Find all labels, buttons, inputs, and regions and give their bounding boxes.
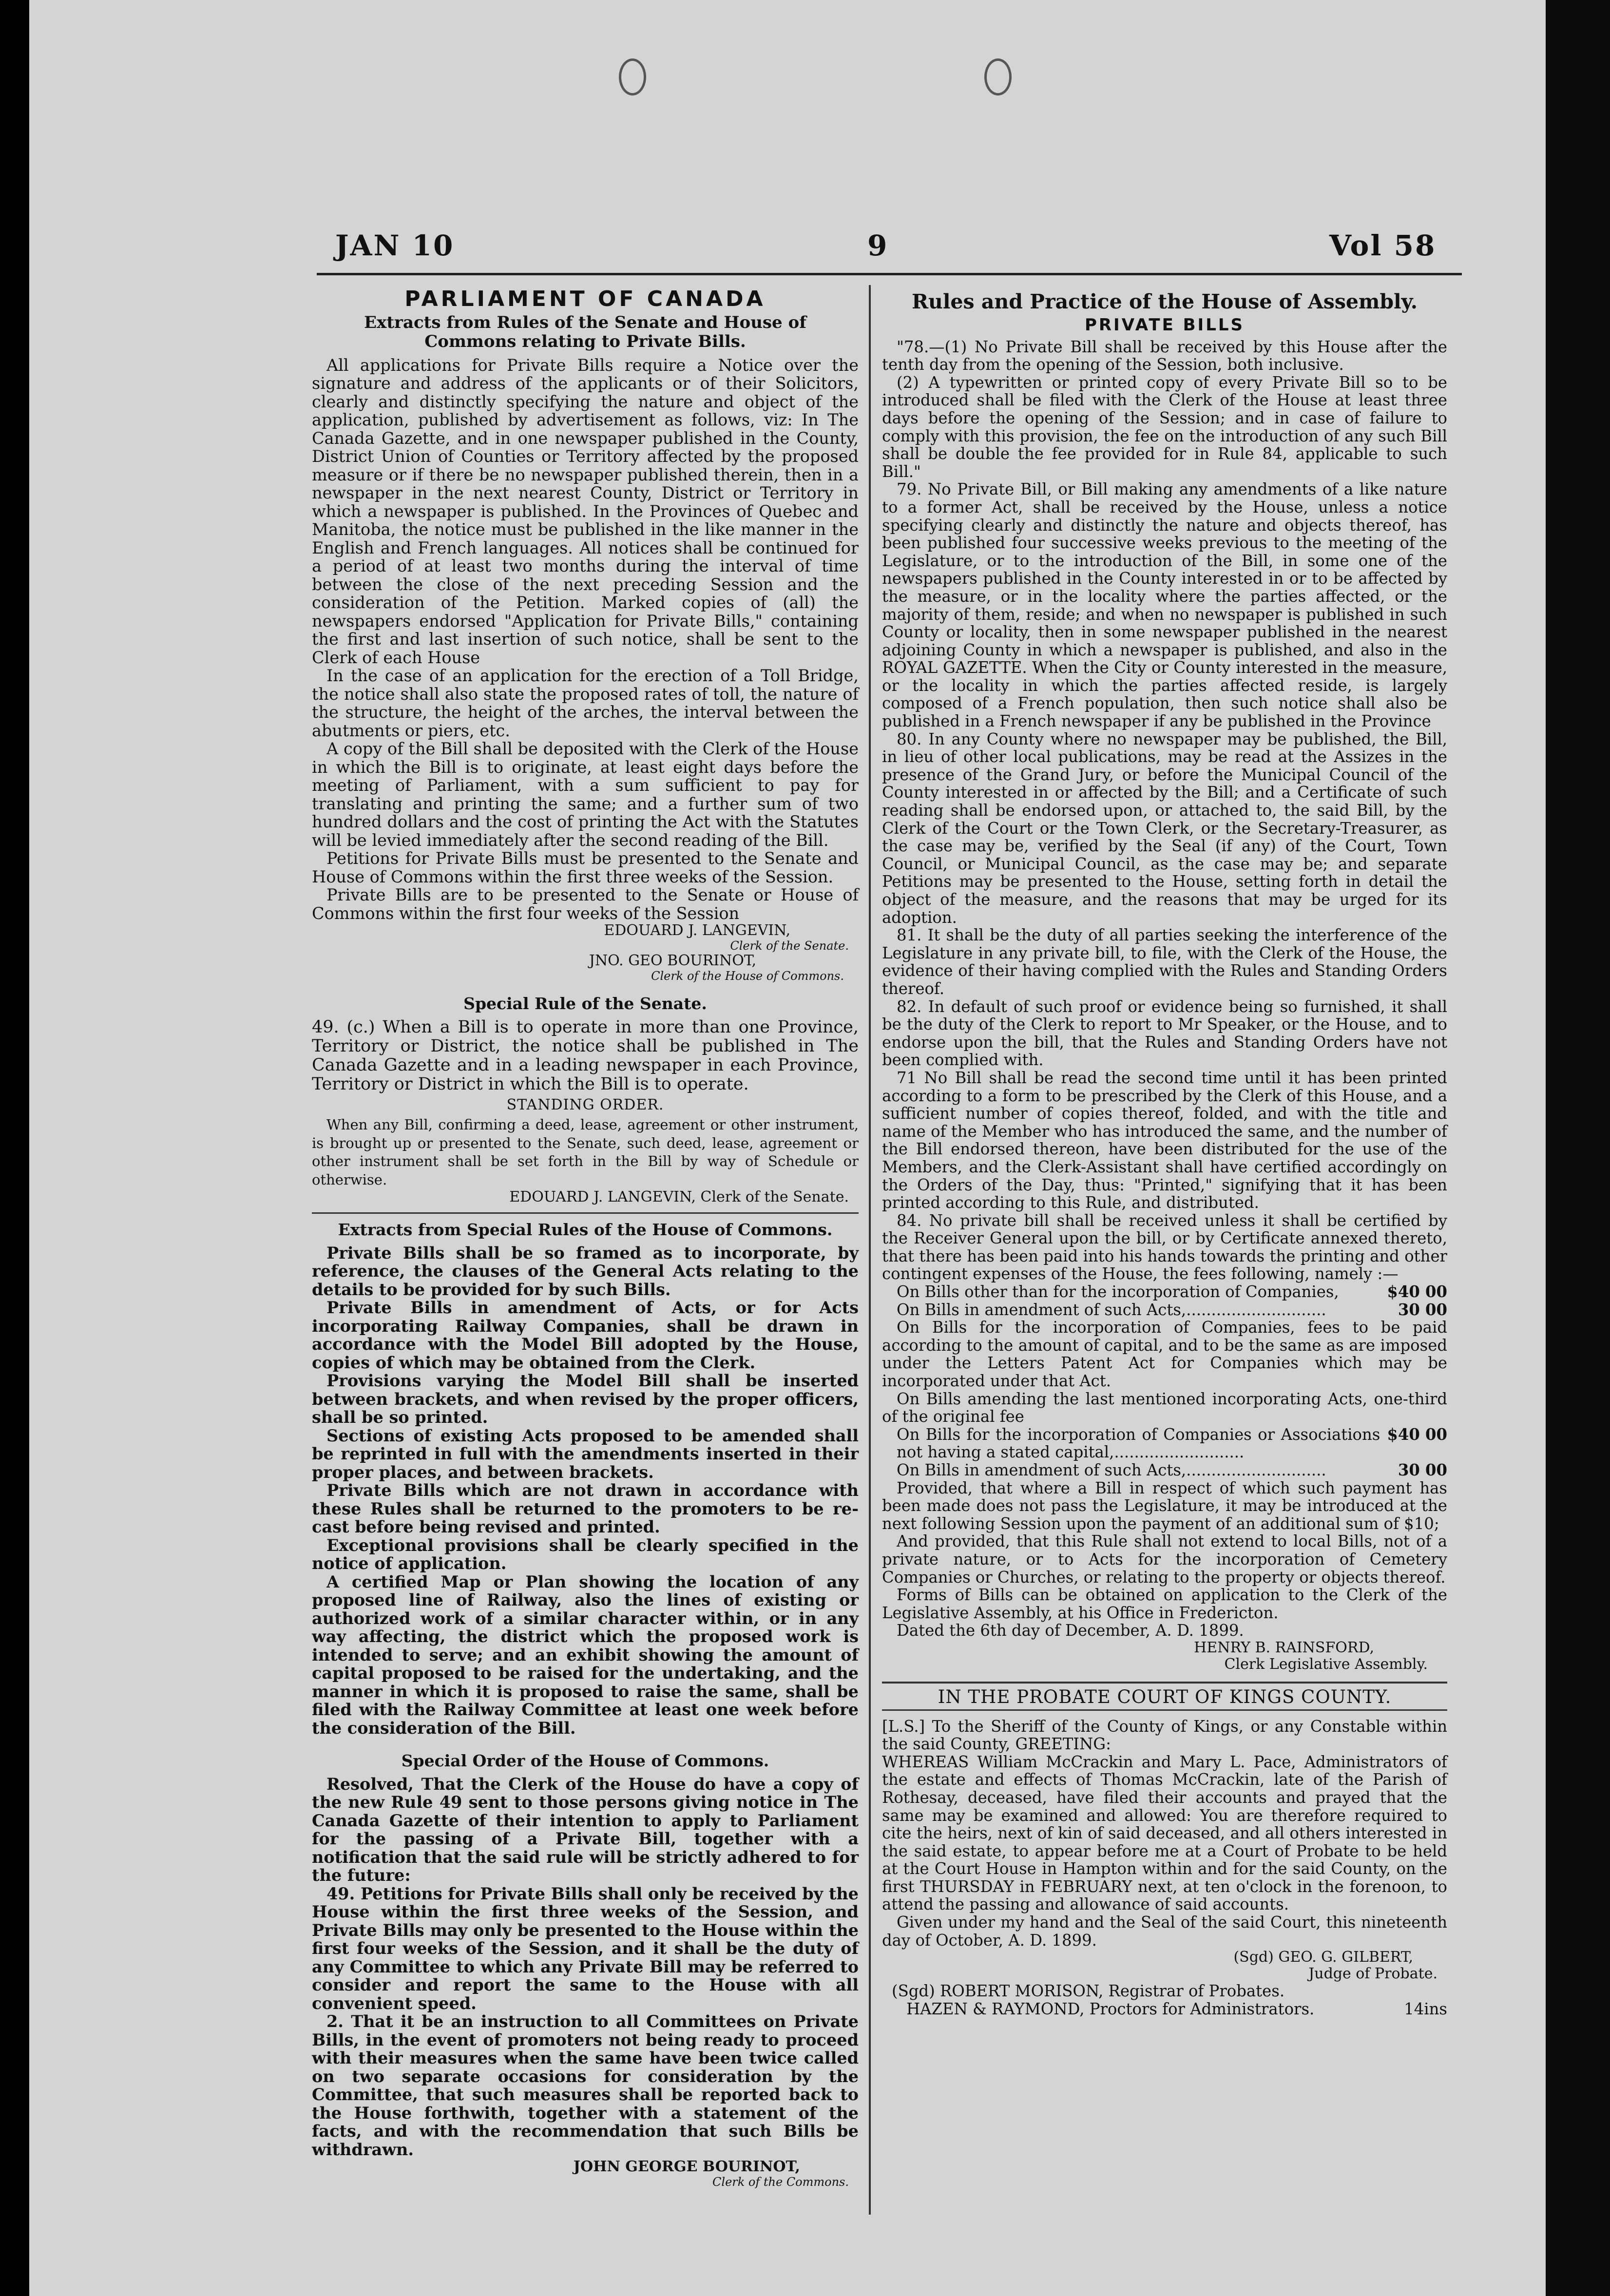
section-heading: Extracts from Special Rules of the House of Commons.: [338, 1220, 833, 1239]
paragraph: "78.—(1) No Private Bill shall be received by this House after the tenth day from the opening of the Session, both inclusive.: [882, 337, 1447, 374]
paragraph: Private Bills in amendment of Acts, or for Acts incorporating Railway Companies, shall be drawn in accordance with the Model Bill adopted by the House, copies of which may be obtained from the Clerk.: [312, 1298, 859, 1372]
fee-row: [882, 1461, 1447, 1479]
judge-signature: (Sgd) GEO. G. GILBERT,: [1233, 1949, 1413, 1966]
paragraph: All applications for Private Bills require a Notice over the signature and address of the applicants or of their Solicitors, clearly and distinctly specifying the nature and object of the application, published by advertisement as follows, viz: In The Canada Gazette, and in one newspaper published in the County, District Union of Counties or Territory affected by the proposed measure or if there be no newspaper published therein, then in a newspaper in the next nearest County, District or Territory in which a newspaper is published. In the Provinces of Quebec and Manitoba, the notice must be published in the like manner in the English and French languages. All notices shall be continued for a period of at least two months during the interval of time between the close of the next preceding Session and the consideration of the Petition. Marked copies of (all) the newspapers endorsed "Application for Private Bills," containing the first and last insertion of such notice, shall be sent to the Clerk of each House: [312, 355, 859, 667]
fee-row: [882, 1301, 1447, 1319]
binding-hole: [984, 58, 1012, 96]
column-rule: [869, 285, 871, 2215]
paragraph: A copy of the Bill shall be deposited with the Clerk of the House in which the Bill is to originate, at least eight days before the meeting of Parliament, with a sum sufficient to pay for translating and printing the same; and a further sum of two hundred dollars and the cost of printing the Act with the Statutes will be levied immediately after the second reading of the Bill.: [312, 739, 859, 850]
signature-name: HENRY B. RAINSFORD,: [1194, 1639, 1374, 1656]
binding-hole: [619, 58, 646, 96]
probate-address: [L.S.] To the Sheriff of the County of Kings, or any Constable within the said County, GREETING:: [882, 1717, 1447, 1754]
signature-name: JNO. GEO BOURINOT,: [589, 952, 756, 969]
fee-amount: 30 00: [1398, 1300, 1447, 1319]
signature-name: JOHN GEORGE BOURINOT,: [573, 2158, 800, 2175]
signature-line: EDOUARD J. LANGEVIN, Clerk of the Senate.: [509, 1188, 849, 1205]
paragraph: 49. Petitions for Private Bills shall only be received by the House within the first three weeks of the Session, and Private Bills may only be presented to the House within the first four weeks of the Session, and it shall be the duty of any Committee to which any Private Bill may be referred to consider and report the same to the House with all convenient speed.: [312, 1884, 859, 2013]
section-heading: STANDING ORDER.: [506, 1096, 664, 1113]
paragraph: Private Bills which are not drawn in accordance with these Rules shall be returned to the promoters to be re-cast before being revised and printed.: [312, 1481, 859, 1536]
section-heading: Special Rule of the Senate.: [463, 994, 707, 1013]
parliament-title: PARLIAMENT OF CANADA: [404, 287, 766, 311]
fee-description: On Bills in amendment of such Acts,............................: [897, 1461, 1326, 1479]
insertion-count: 14ins: [1404, 1999, 1447, 2018]
paragraph: Sections of existing Acts proposed to be amended shall be reprinted in full with the amendments inserted in their proper places, and between brackets.: [312, 1426, 859, 1482]
fee-row: [882, 1426, 1447, 1461]
signature-title: Clerk Legislative Assembly.: [1224, 1655, 1428, 1673]
divider: [882, 1682, 1447, 1684]
paragraph: Forms of Bills can be obtained on application to the Clerk of the Legislative Assembly, at his Office in Fredericton.: [882, 1586, 1447, 1622]
fee-description: On Bills in amendment of such Acts,............................: [897, 1300, 1326, 1319]
scan-border: [1546, 0, 1610, 2296]
paragraph: 2. That it be an instruction to all Committees on Private Bills, in the event of promoters not being ready to proceed with their measures when the same have been twice called on two separate occasions for consideration by the Committee, that such measures shall be reported back to the House forthwith, together with a statement of the facts, and with the recommendation that such Bills be withdrawn.: [312, 2012, 859, 2159]
section-heading: Special Order of the House of Commons.: [401, 1751, 769, 1770]
paragraph: (2) A typewritten or printed copy of every Private Bill so to be introduced shall be filed with the Clerk of the House at least three days before the opening of the Session; and in case of failure to comply with this provision, the fee on the introduction of any such Bill shall be double the fee provided for in Rule 84, applicable to such Bill.": [882, 373, 1447, 481]
header-rule: [317, 273, 1462, 275]
issue-date: JAN 10: [335, 229, 455, 262]
judge-title: Judge of Probate.: [1308, 1965, 1438, 1983]
bold-rules-block: [312, 1244, 859, 1738]
registrar-line: (Sgd) ROBERT MORISON, Registrar of Probates.: [892, 1982, 1285, 2001]
divider: [882, 1709, 1447, 1711]
page-number: 9: [867, 229, 889, 262]
paragraph: In the case of an application for the erection of a Toll Bridge, the notice shall also state the proposed rates of toll, the nature of the structure, the height of the arches, the interval between the abutments or piers, etc.: [312, 666, 859, 740]
signature-name: EDOUARD J. LANGEVIN,: [604, 922, 790, 939]
signature-title: Clerk of the House of Commons.: [651, 969, 844, 983]
fee-amount: $40 00: [1387, 1425, 1447, 1444]
fee-description: On Bills for the incorporation of Companies or Associations not having a stated capital,..........................: [897, 1425, 1380, 1462]
paragraph: On Bills amending the last mentioned incorporating Acts, one-third of the original fee: [882, 1389, 1447, 1426]
paragraph: Private Bills shall be so framed as to incorporate, by reference, the clauses of the General Acts relating to the details to be provided for by such Bills.: [312, 1243, 859, 1299]
probate-court-title: IN THE PROBATE COURT OF KINGS COUNTY.: [938, 1686, 1392, 1707]
paragraph: When any Bill, confirming a deed, lease, agreement or other instrument, is brought up or presented to the Senate, such deed, lease, agreement or other instrument shall be set forth in the Bill by way of Schedule or otherwise.: [312, 1116, 859, 1188]
fee-amount: $40 00: [1387, 1282, 1447, 1301]
assembly-title: Rules and Practice of the House of Assembly.: [911, 290, 1418, 313]
right-column: [882, 290, 1447, 2018]
volume-number: Vol 58: [1329, 229, 1437, 262]
fee-amount: 30 00: [1398, 1461, 1447, 1479]
paragraph: 79. No Private Bill, or Bill making any amendments of a like nature to a former Act, shall be received by the House, unless a notice specifying clearly and distinctly the nature and objects thereof, has been published four successive weeks previous to the meeting of the Legislature, or to the introduction of the Bill, in some one of the newspapers published in the County interested in or to be affected by the measure, or in the locality where the parties affected, or the majority of them, reside; and when no newspaper is published in such County or locality, then in some newspaper published in the nearest adjoining County in which a newspaper is published, and also in the ROYAL GAZETTE. When the City or County interested in the measure, or the locality in which the parties affected reside, is largely composed of a French population, then such notice shall also be published in a French newspaper if any be published in the Province: [882, 480, 1447, 731]
dated-line: Dated the 6th day of December, A. D. 1899.: [897, 1621, 1244, 1640]
paragraph: On Bills for the incorporation of Companies, fees to be paid according to the amount of capital, and to be the same as are imposed under the Letters Patent Act for Companies which may be incorporated under that Act.: [882, 1318, 1447, 1391]
signature-title: Clerk of the Senate.: [730, 939, 849, 953]
probate-notice: WHEREAS William McCrackin and Mary L. Pace, Administrators of the estate and effects of Thomas McCrackin, late of the Parish of Rothesay, deceased, have filed their accounts and prayed that the same may be examined and allowed: You are therefore required to cite the heirs, next of kin of said deceased, and all others interested in the said estate, to appear before me at a Court of Probate to be held at the Court House in Hampton within and for the said County, on the first THURSDAY in FEBRUARY next, at ten o'clock in the forenoon, to attend the passing and allowance of said accounts.: [882, 1752, 1447, 1914]
paragraph: Private Bills are to be presented to the Senate or House of Commons within the first four weeks of the Session: [312, 885, 859, 923]
fee-row: [882, 1283, 1447, 1301]
left-column: [312, 287, 859, 2189]
paragraph: 80. In any County where no newspaper may be published, the Bill, in lieu of other local publications, may be read at the Assizes in the presence of the Grand Jury, or before the Municipal Council of the County interested in or affected by the Bill; and a Certificate of such reading shall be endorsed upon, or attached to, the said Bill, by the Clerk of the Court or the Town Clerk, or the Secretary-Treasurer, as the case may be, verified by the Seal (if any) of the Court, Town Council, or Municipal Council, as the case may be; and separate Petitions may be presented to the House, setting forth in detail the object of the measure, and the reasons that may be urged for its adoption.: [882, 729, 1447, 927]
paragraph: Given under my hand and the Seal of the said Court, this nineteenth day of October, A. D. 1899.: [882, 1913, 1447, 1950]
paragraph: 49. (c.) When a Bill is to operate in more than one Province, Territory or District, the notice shall be published in The Canada Gazette and in a leading newspaper in each Province, Territory or District in which the Bill is to operate.: [312, 1017, 859, 1094]
signature-title: Clerk of the Commons.: [712, 2175, 849, 2189]
paragraph: And provided, that this Rule shall not extend to local Bills, not of a private nature, or to Acts for the incorporation of Cemetery Companies or Churches, or relating to the property or objects thereof.: [882, 1532, 1447, 1587]
senate-rules-subtitle: Extracts from Rules of the Senate and House of Commons relating to Private Bills.: [364, 312, 806, 351]
paragraph: Exceptional provisions shall be clearly specified in the notice of application.: [312, 1535, 859, 1573]
divider: [312, 1212, 859, 1214]
paragraph: Provisions varying the Model Bill shall be inserted between brackets, and when revised by the proper officers, shall be so printed.: [312, 1371, 859, 1427]
paragraph: 81. It shall be the duty of all parties seeking the interference of the Legislature in any private bill, to file, with the Clerk of the House, the evidence of their having complied with the Rules and Standing Orders thereof.: [882, 926, 1447, 998]
proctors-row: [882, 2000, 1447, 2018]
paragraph: Petitions for Private Bills must be presented to the Senate and House of Commons within the first three weeks of the Session.: [312, 849, 859, 886]
paragraph: 84. No private bill shall be received unless it shall be certified by the Receiver General upon the bill, or by Certificate annexed thereto, that there has been paid into his hands towards the printing and other contingent expenses of the House, the fees following, namely :—: [882, 1211, 1447, 1283]
private-bills-heading: PRIVATE BILLS: [1084, 315, 1245, 335]
bold-rules-block: [312, 1775, 859, 2159]
proctors-line: HAZEN & RAYMOND, Proctors for Administrators.: [906, 1999, 1315, 2018]
fee-description: On Bills other than for the incorporation of Companies,: [897, 1282, 1339, 1301]
paragraph: A certified Map or Plan showing the location of any proposed line of Railway, also the lines of existing or authorized work of a similar character within, or in any way affecting, the district which the proposed work is intended to serve; and an exhibit showing the amount of capital proposed to be raised for the undertaking, and the manner in which it is proposed to raise the same, shall be filed with the Railway Committee at least one week before the consideration of the Bill.: [312, 1572, 859, 1738]
paragraph: 71 No Bill shall be read the second time until it has been printed according to a form to be prescribed by the Clerk of this House, and a sufficient number of copies thereof, folded, and with the title and name of the Member who has introduced the same, and the number of the Bill endorsed thereon, have been distributed for the use of the Members, and the Clerk-Assistant shall have certified accordingly on the Orders of the Day, thus: "Printed," signifying that it has been printed according to this Rule, and distributed.: [882, 1068, 1447, 1212]
paragraph: Provided, that where a Bill in respect of which such payment has been made does not pass the Legislature, it may be introduced at the next following Session upon the payment of an additional sum of $10;: [882, 1478, 1447, 1533]
paragraph: Resolved, That the Clerk of the House do have a copy of the new Rule 49 sent to those persons giving notice in The Canada Gazette of their intention to apply to Parliament for the passing of a Private Bill, together with a notification that the said rule will be strictly adhered to for the future:: [312, 1774, 859, 1885]
paragraph: 82. In default of such proof or evidence being so furnished, it shall be the duty of the Clerk to report to Mr Speaker, or the House, and to endorse upon the bill, that the Rules and Standing Orders have not been complied with.: [882, 997, 1447, 1070]
